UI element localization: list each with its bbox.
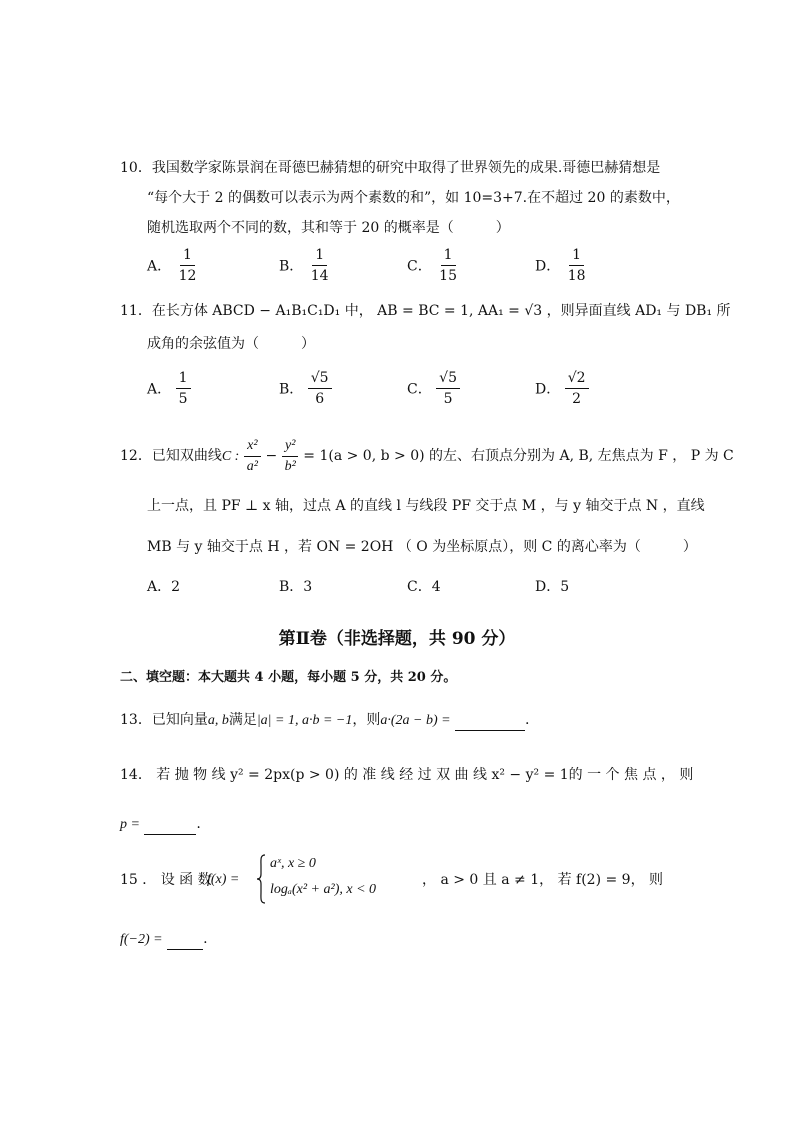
- q13-end: .: [525, 712, 530, 728]
- option-label: C．: [407, 258, 432, 275]
- piecewise-case-2: logₐ(x² + a²), x < 0: [270, 882, 377, 897]
- q15-prefix: 15 ． 设 函 数: [120, 872, 212, 888]
- numerator: x²: [244, 437, 260, 457]
- q10-option-b: [279, 246, 332, 285]
- numerator: 1: [441, 246, 456, 266]
- fraction: [436, 369, 460, 408]
- q11-option-c: [407, 369, 460, 408]
- answer-blank[interactable]: [455, 716, 525, 731]
- piecewise-case-1: aˣ, x ≥ 0: [270, 856, 316, 871]
- numerator: √5: [436, 369, 460, 389]
- numerator: 1: [312, 246, 327, 266]
- q11-line1: 11．在长方体 ABCD − A₁B₁C₁D₁ 中， AB = BC = 1, AA₁ = √3 ，则异面直线 AD₁ 与 DB₁ 所: [120, 303, 731, 319]
- option-label: B．: [279, 258, 304, 275]
- denominator: 5: [443, 391, 453, 407]
- section-title: 第Ⅱ卷（非选择题，共 90 分）: [278, 629, 516, 649]
- q15-fx: f(x) =: [207, 872, 240, 887]
- q10-line1: 10．我国数学家陈景润在哥德巴赫猜想的研究中取得了世界领先的成果.哥德巴赫猜想是: [120, 160, 661, 176]
- denominator: 15: [439, 268, 457, 284]
- numerator: 1: [569, 246, 584, 266]
- section-heading: 二、填空题：本大题共 4 小题，每小题 5 分，共 20 分。: [120, 670, 457, 685]
- numerator: √5: [308, 369, 332, 389]
- q13-expression: a·(2a − b) =: [380, 713, 451, 728]
- q14-end: .: [196, 816, 201, 832]
- q11-option-d: [535, 369, 589, 408]
- q13-mid2: ，则: [352, 712, 381, 728]
- q15-ask: f(−2) =: [120, 932, 163, 947]
- q12-option-b: B．3: [279, 579, 313, 595]
- q12-prefix: 12．已知双曲线: [120, 448, 222, 464]
- q15-line2: [120, 929, 208, 950]
- answer-blank[interactable]: [144, 820, 196, 835]
- denominator: 18: [567, 268, 586, 284]
- q15-end: .: [203, 931, 208, 947]
- q10-option-c: [407, 246, 460, 285]
- fraction: [176, 369, 191, 408]
- fraction: [308, 369, 332, 408]
- option-label: A．: [147, 381, 172, 398]
- q10-option-a: [147, 246, 199, 285]
- q13-vectors: a, b: [207, 713, 229, 728]
- q13-prefix: 13．已知向量: [120, 712, 208, 728]
- q12-line3: MB 与 y 轴交于点 H ，若 ON = 2OH （ O 为坐标原点），则 C 的离心率为（ ）: [147, 539, 697, 555]
- q10-option-d: [535, 246, 589, 285]
- denominator: a²: [246, 458, 258, 474]
- q13-line: [120, 710, 530, 731]
- q12-option-c: C．4: [407, 579, 441, 595]
- fraction: [308, 246, 332, 285]
- denominator: 2: [572, 391, 582, 407]
- option-label: A．: [147, 258, 172, 275]
- numerator: y²: [282, 437, 298, 457]
- option-label: D．: [535, 381, 561, 398]
- q14-line1: 14． 若 抛 物 线 y² = 2px(p > 0) 的 准 线 经 过 双 曲 线 x² − y² = 1的 一 个 焦 点 ， 则: [120, 767, 694, 783]
- numerator: √2: [565, 369, 589, 389]
- q12-option-d: D．5: [535, 579, 570, 595]
- q12-curve: C :: [221, 449, 240, 464]
- denominator: 5: [178, 391, 188, 407]
- fraction-y: [282, 437, 299, 476]
- fraction: [436, 246, 460, 285]
- q13-condition: |a| = 1, a·b = −1: [256, 713, 353, 728]
- q13-mid: 满足: [228, 712, 257, 728]
- denominator: 14: [310, 268, 329, 284]
- numerator: 1: [180, 246, 195, 266]
- option-label: B．: [279, 381, 304, 398]
- q14-p: p =: [120, 817, 140, 832]
- denominator: 6: [315, 391, 325, 407]
- q12-option-a: A．2: [147, 579, 181, 595]
- fraction-x: [244, 437, 261, 476]
- fraction: [565, 246, 589, 285]
- q10-line2: “每个大于 2 的偶数可以表示为两个素数的和”，如 10=3+7.在不超过 20 的素数中，: [147, 190, 680, 206]
- answer-blank[interactable]: [167, 935, 203, 950]
- q15-condition: ， a > 0 且 a ≠ 1， 若 f(2) = 9， 则: [422, 872, 664, 888]
- fraction: [565, 369, 589, 408]
- q11-option-b: [279, 369, 332, 408]
- q11-line2: 成角的余弦值为（ ）: [147, 336, 315, 352]
- denominator: 12: [178, 268, 197, 284]
- q12-condition: = 1(a > 0, b > 0) 的左、右顶点分别为 A, B, 左焦点为 F ， P 为 C: [303, 448, 734, 464]
- q14-line2: [120, 814, 201, 835]
- fraction: [176, 246, 200, 285]
- brace-icon: [256, 854, 266, 904]
- option-label: C．: [407, 381, 432, 398]
- denominator: b²: [284, 458, 296, 474]
- q10-line3: 随机选取两个不同的数，其和等于 20 的概率是（ ）: [147, 220, 510, 236]
- q11-option-a: [147, 369, 191, 408]
- q12-line2: 上一点，且 PF ⊥ x 轴，过点 A 的直线 l 与线段 PF 交于点 M ，与 y 轴交于点 N ，直线: [147, 498, 705, 514]
- option-label: D．: [535, 258, 561, 275]
- q12-line1: [120, 436, 734, 477]
- minus-sign: −: [265, 448, 278, 464]
- numerator: 1: [176, 369, 191, 389]
